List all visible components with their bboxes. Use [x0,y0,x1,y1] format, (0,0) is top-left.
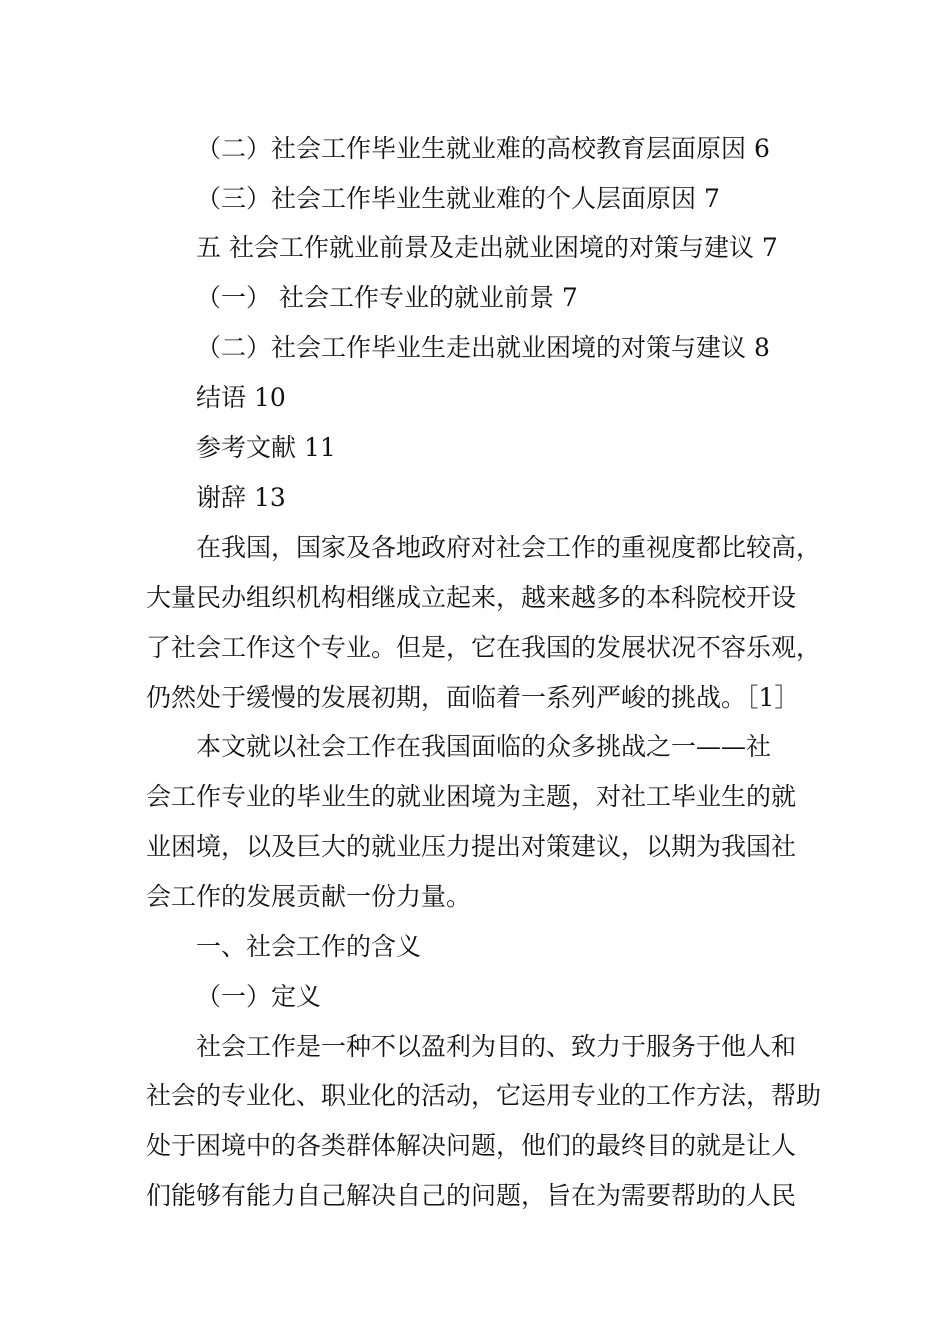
paragraph-line: 业困境，以及巨大的就业压力提出对策建议，以期为我国社 [146,832,797,861]
toc-entry: （二）社会工作毕业生就业难的高校教育层面原因 6 [196,134,770,163]
paragraph-line: 在我国，国家及各地政府对社会工作的重视度都比较高， [196,533,822,562]
paragraph-line: 社会的专业化、职业化的活动，它运用专业的工作方法，帮助 [146,1081,822,1110]
paragraph-line: 本文就以社会工作在我国面临的众多挑战之一——社 [196,732,772,761]
toc-entry: 谢辞 13 [196,483,286,512]
paragraph-line: 们能够有能力自己解决自己的问题，旨在为需要帮助的人民 [146,1181,797,1210]
toc-entry: 五 社会工作就业前景及走出就业困境的对策与建议 7 [196,233,778,262]
paragraph-line: 社会工作是一种不以盈利为目的、致力于服务于他人和 [196,1032,797,1061]
paragraph-line: 大量民办组织机构相继成立起来，越来越多的本科院校开设 [146,583,797,612]
paragraph-line: 会工作专业的毕业生的就业困境为主题，对社工毕业生的就 [146,782,797,811]
paragraph-line: 了社会工作这个专业。但是，它在我国的发展状况不容乐观， [146,633,822,662]
paragraph-line: 会工作的发展贡献一份力量。 [146,882,472,911]
toc-entry: （二）社会工作毕业生走出就业困境的对策与建议 8 [196,333,770,362]
toc-entry: 参考文献 11 [196,433,336,462]
section-heading: 一、社会工作的含义 [196,932,422,961]
paragraph-line: 仍然处于缓慢的发展初期，面临着一系列严峻的挑战。［1］ [146,683,800,712]
subsection-heading: （一）定义 [196,982,322,1011]
toc-entry: 结语 10 [196,383,286,412]
toc-entry: （三）社会工作毕业生就业难的个人层面原因 7 [196,184,720,213]
paragraph-line: 处于困境中的各类群体解决问题，他们的最终目的就是让人 [146,1131,797,1160]
toc-entry: （一） 社会工作专业的就业前景 7 [196,283,578,312]
